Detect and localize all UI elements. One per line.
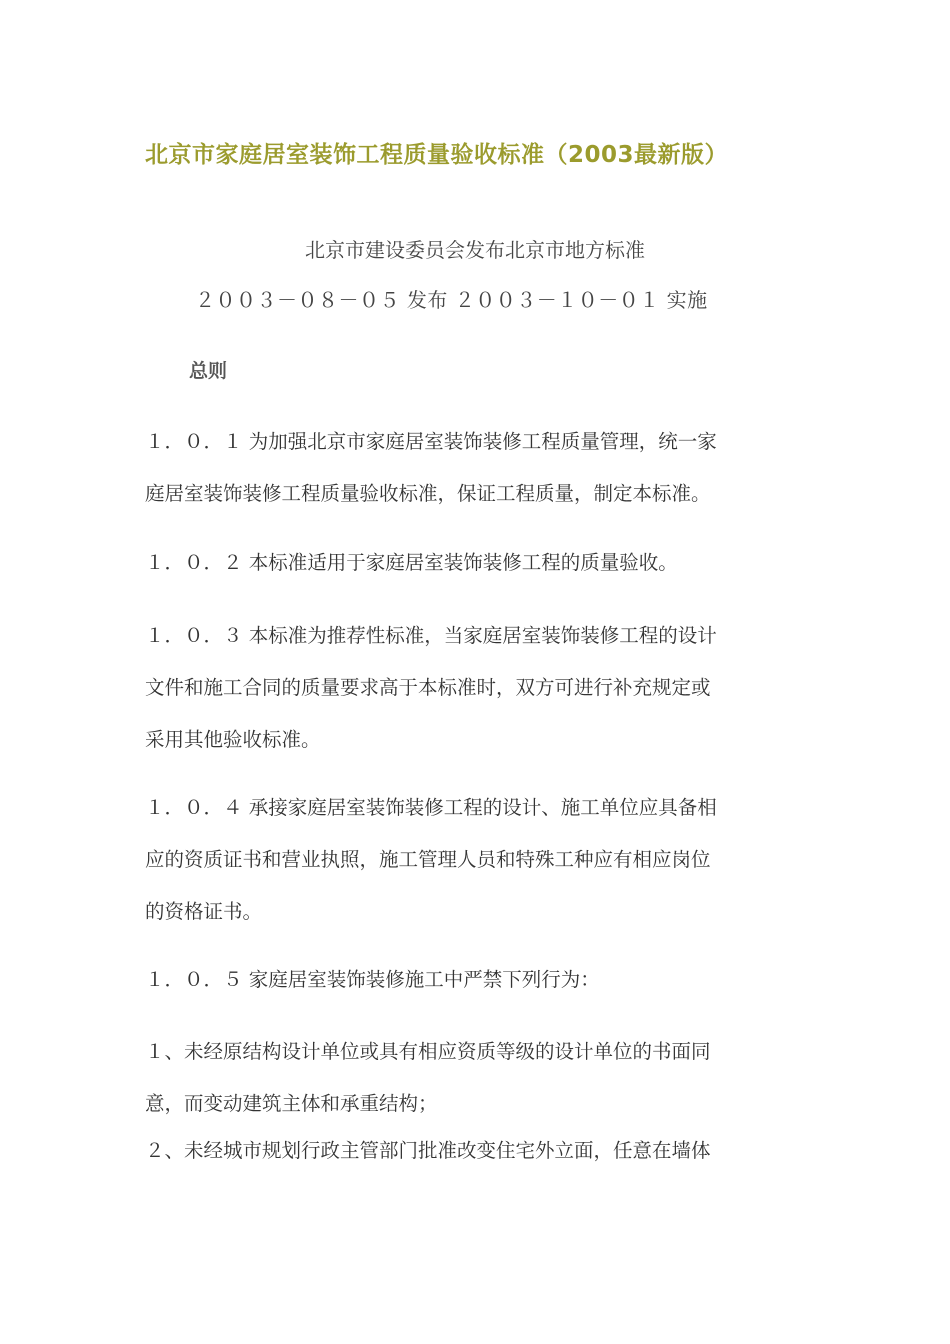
section-heading: 总则 [189,360,228,382]
date-line: ２００３－０８－０５ 发布 ２００３－１０－０１ 实施 [195,288,708,312]
paragraph-line: １．０．３ 本标准为推荐性标准，当家庭居室装饰装修工程的设计 [145,624,717,647]
paragraph-line: 意，而变动建筑主体和承重结构； [145,1092,438,1115]
clause-1-0-2 [145,537,815,589]
clause-1-0-5 [145,954,815,1006]
paragraph-line: 文件和施工合同的质量要求高于本标准时，双方可进行补充规定或 [145,676,711,699]
paragraph-line: 采用其他验收标准。 [145,728,321,751]
paragraph-line: １．０．１ 为加强北京市家庭居室装饰装修工程质量管理，统一家 [145,430,717,453]
paragraph-line: １．０．４ 承接家庭居室装饰装修工程的设计、施工单位应具备相 [145,796,717,819]
clause-1-0-3 [145,610,815,766]
document-title: 北京市家庭居室装饰工程质量验收标准（2003最新版） [145,142,729,168]
paragraph-line: １．０．５ 家庭居室装饰装修施工中严禁下列行为： [145,968,600,991]
paragraph-line: １．０．２ 本标准适用于家庭居室装饰装修工程的质量验收。 [145,551,678,574]
clause-1-0-4 [145,782,815,938]
paragraph-line: 应的资质证书和营业执照，施工管理人员和特殊工种应有相应岗位 [145,848,711,871]
paragraph-line: １、未经原结构设计单位或具有相应资质等级的设计单位的书面同 [145,1040,711,1063]
prohibited-item-2 [145,1125,815,1177]
paragraph-line: 庭居室装饰装修工程质量验收标准，保证工程质量，制定本标准。 [145,482,711,505]
paragraph-line: ２、未经城市规划行政主管部门批准改变住宅外立面，任意在墙体 [145,1139,711,1162]
clause-1-0-1 [145,416,815,520]
issuer-line: 北京市建设委员会发布北京市地方标准 [305,238,645,262]
paragraph-line: 的资格证书。 [145,900,263,923]
prohibited-item-1 [145,1026,815,1130]
